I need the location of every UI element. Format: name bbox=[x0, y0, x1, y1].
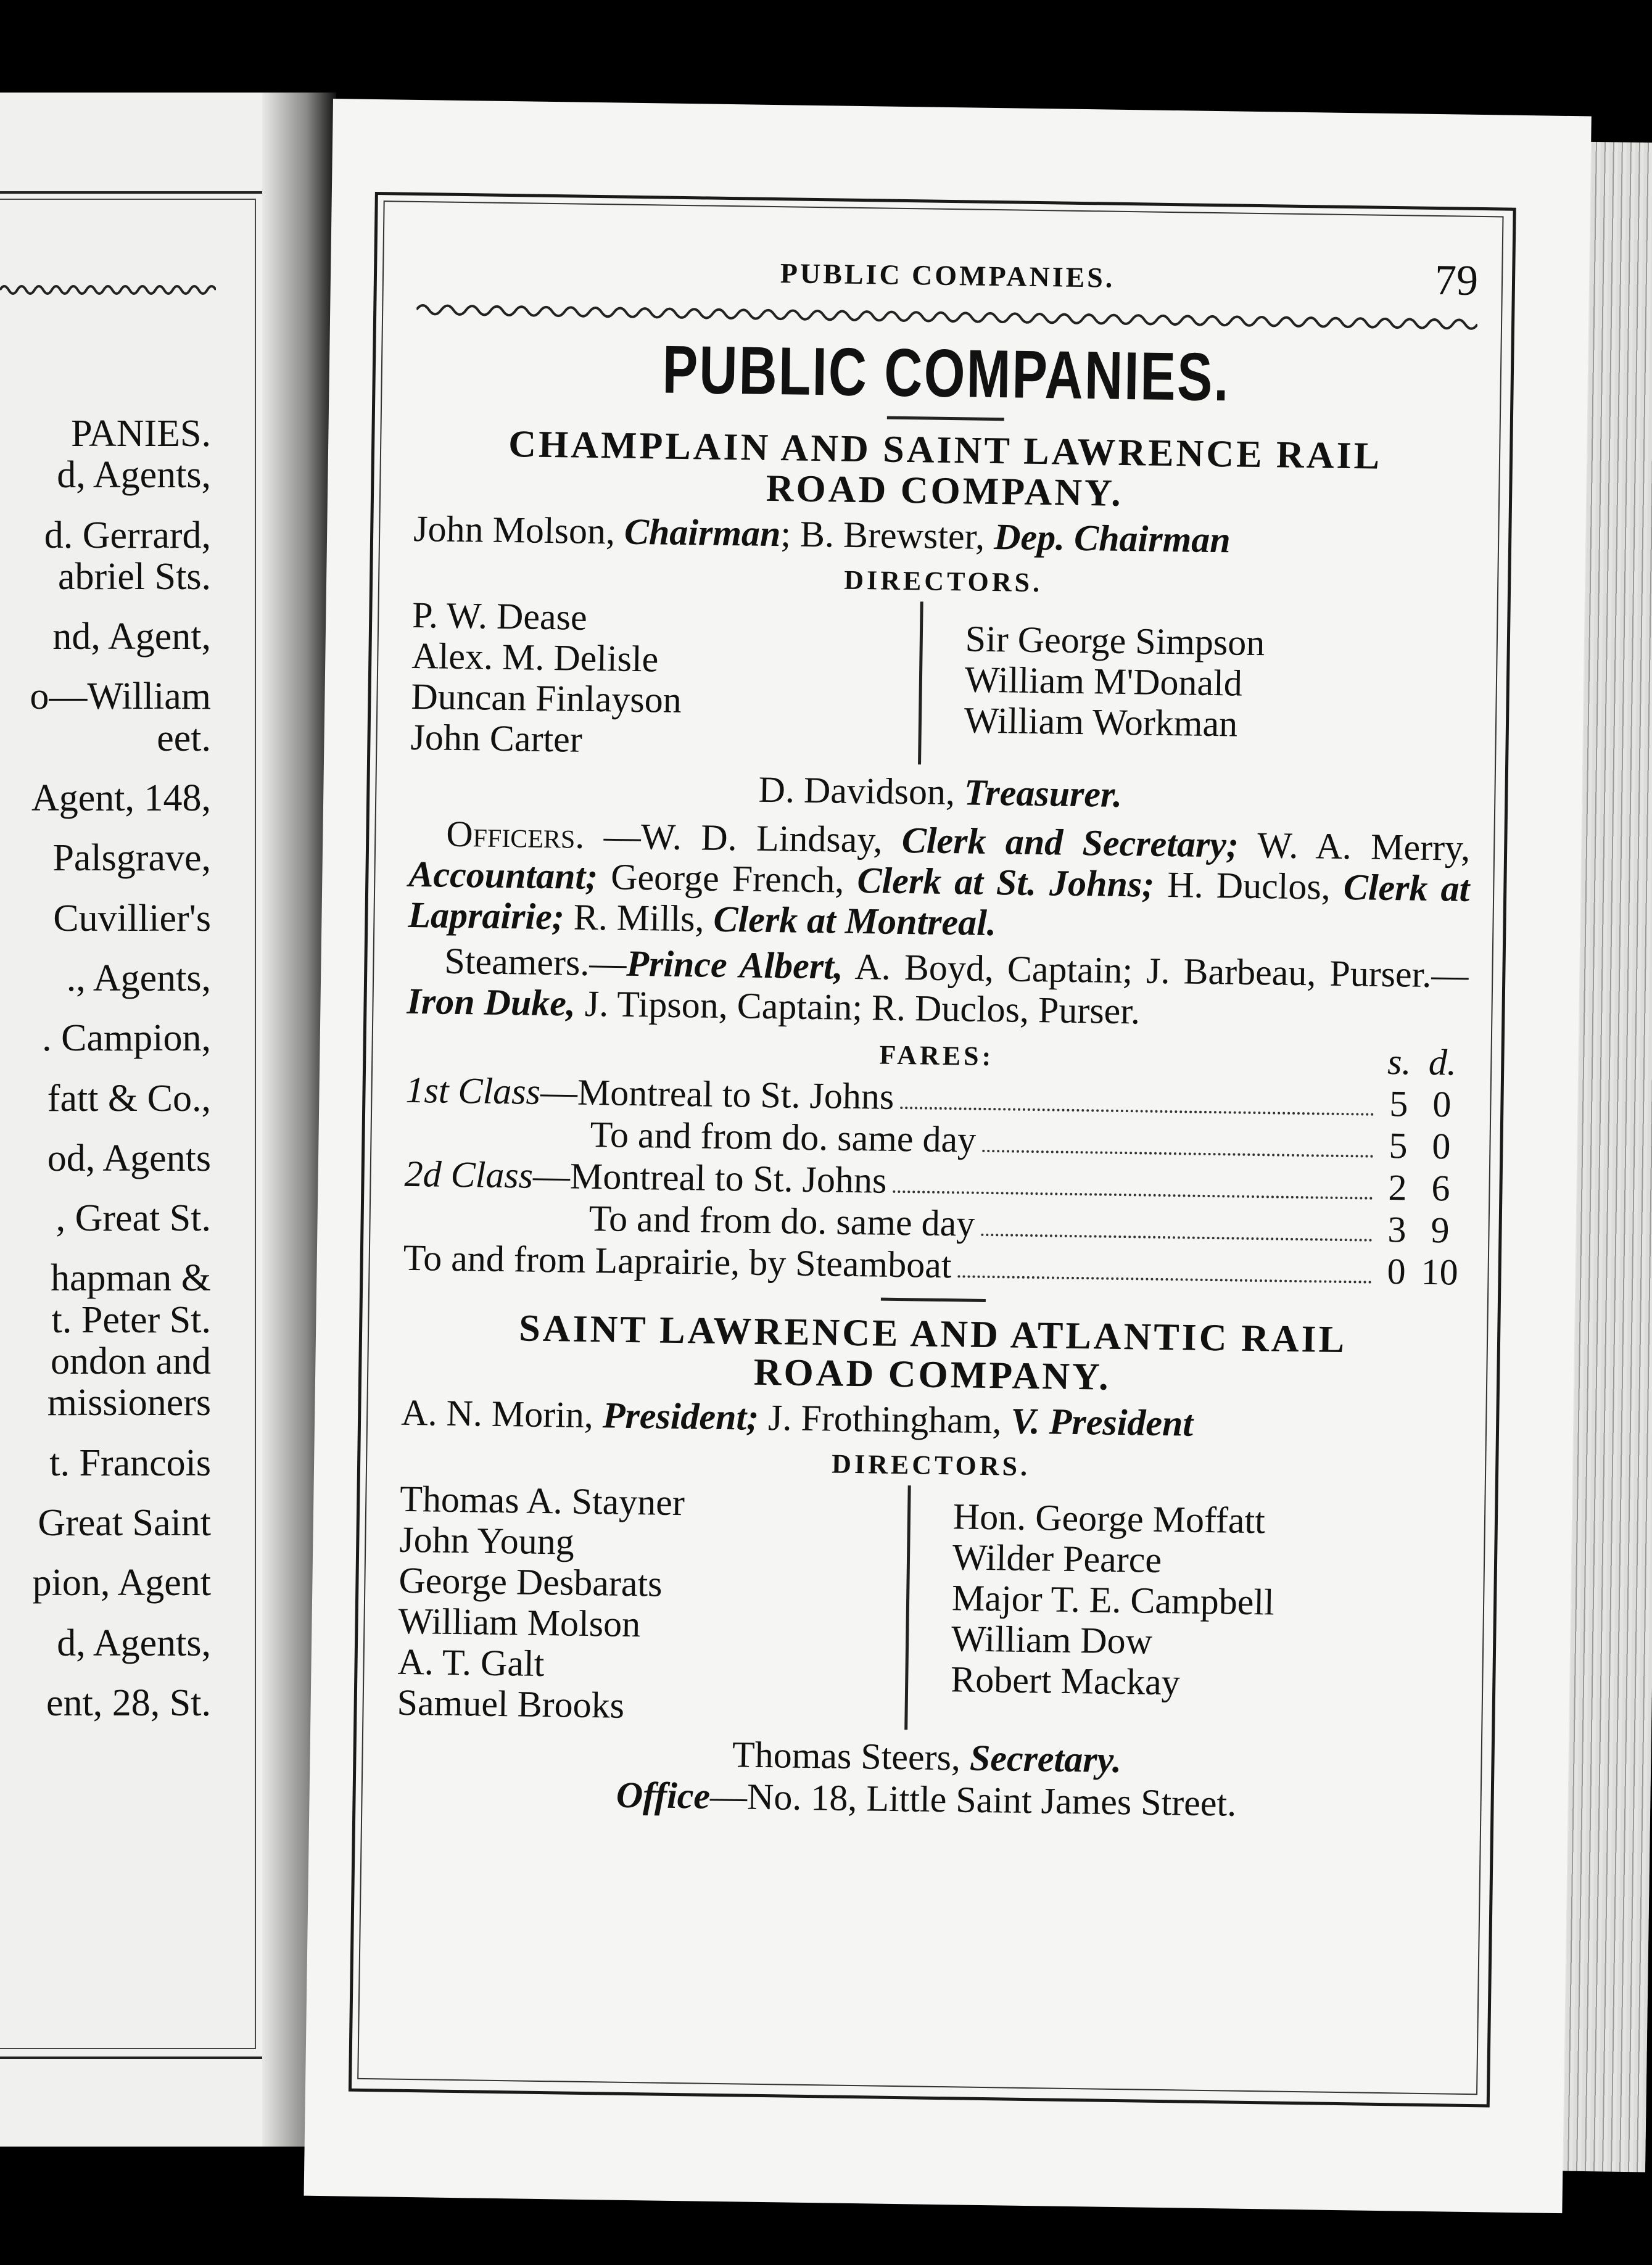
president-name: A. N. Morin, bbox=[400, 1392, 603, 1436]
fare-class: 2d Class bbox=[404, 1153, 534, 1196]
leader-dots bbox=[957, 1275, 1371, 1283]
left-page-text bbox=[30, 413, 211, 1724]
fare-label bbox=[405, 1111, 976, 1161]
treasurer-name: D. Davidson, bbox=[758, 769, 965, 813]
fare-shillings: 2 bbox=[1388, 1167, 1407, 1208]
fare-pence: 6 bbox=[1431, 1168, 1450, 1209]
fare-label bbox=[403, 1237, 952, 1286]
leader-dots bbox=[982, 1150, 1373, 1158]
left-page-line: abriel Sts. bbox=[58, 555, 211, 598]
fare-route: —Montreal to St. Johns bbox=[532, 1155, 887, 1201]
directors-right-column bbox=[918, 601, 1473, 772]
president-title: President; bbox=[602, 1395, 759, 1438]
left-page-line: hapman & bbox=[51, 1257, 211, 1300]
directors-right-column bbox=[904, 1485, 1461, 1737]
left-page-line: ent, 28, St. bbox=[46, 1681, 211, 1724]
separator: ; bbox=[780, 513, 801, 555]
steamers-text: J. Tipson, Captain; R. Duclos, Purser. bbox=[575, 983, 1141, 1032]
left-page-line: d. Gerrard, bbox=[44, 514, 211, 556]
left-page-line: missioners bbox=[47, 1382, 211, 1424]
fare-route: —Montreal to St. Johns bbox=[540, 1071, 894, 1117]
officers-text: H. Duclos, bbox=[1154, 864, 1344, 907]
director-name: John Carter bbox=[410, 716, 583, 760]
directors-list bbox=[397, 1479, 1461, 1738]
officer-role: Clerk at St. Johns; bbox=[857, 859, 1155, 905]
vp-name: J. Frothingham, bbox=[758, 1397, 1011, 1442]
left-wave-ornament bbox=[0, 278, 216, 302]
dep-chairman-name: B. Brewster, bbox=[799, 513, 994, 558]
left-page-line: nd, Agent, bbox=[52, 616, 211, 658]
page-number: 79 bbox=[1434, 256, 1479, 305]
company-name bbox=[402, 1306, 1464, 1403]
directors-left-column bbox=[410, 595, 920, 764]
officers-text: George French, bbox=[597, 856, 857, 901]
steamers-text: Steamers.— bbox=[444, 940, 627, 984]
director-name: William Molson bbox=[398, 1600, 641, 1645]
directors-list bbox=[410, 595, 1474, 772]
left-page-line: eet. bbox=[157, 717, 211, 759]
left-page-line: , Great St. bbox=[56, 1197, 211, 1240]
company-name bbox=[414, 423, 1476, 519]
directors-heading: DIRECTORS. bbox=[843, 564, 1043, 598]
left-page-line: pion, Agent bbox=[32, 1562, 211, 1604]
fare-route: To and from do. same day bbox=[589, 1197, 975, 1244]
officer-role: Clerk at Montreal. bbox=[713, 898, 997, 944]
steamer-name: Iron Duke, bbox=[407, 980, 576, 1024]
company-name-line: ROAD COMPANY. bbox=[753, 1351, 1112, 1398]
main-page bbox=[304, 99, 1592, 2213]
directors-heading: DIRECTORS. bbox=[831, 1448, 1031, 1482]
director-name: Alex. M. Delisle bbox=[411, 635, 659, 680]
director-name: Major T. E. Campbell bbox=[951, 1577, 1275, 1623]
left-page-line: ondon and bbox=[50, 1340, 211, 1383]
shillings-header: s. bbox=[1387, 1041, 1412, 1083]
running-title: PUBLIC COMPANIES. bbox=[780, 257, 1115, 294]
officer-role: Clerk at Laprairie; bbox=[408, 866, 1470, 938]
leader-dots bbox=[893, 1190, 1373, 1200]
treasurer-title: Treasurer. bbox=[964, 772, 1123, 815]
left-page-line: Agent, 148, bbox=[31, 777, 211, 820]
officers-label: Officers. bbox=[445, 813, 585, 856]
fare-label bbox=[403, 1195, 975, 1245]
dep-chairman-title: Dep. Chairman bbox=[993, 516, 1231, 561]
secretary-title: Secretary. bbox=[969, 1737, 1122, 1781]
left-page-line: o—William bbox=[30, 675, 211, 718]
left-page-line: Cuvillier's bbox=[53, 897, 211, 939]
chairman-title: Chairman bbox=[624, 511, 781, 555]
left-page-line: PANIES. bbox=[71, 413, 211, 455]
fare-pence: 0 bbox=[1432, 1126, 1451, 1167]
director-name: Samuel Brooks bbox=[397, 1681, 625, 1726]
director-name: William Dow bbox=[951, 1618, 1153, 1662]
left-page-line: ., Agents, bbox=[66, 957, 211, 999]
directors-left-column bbox=[397, 1479, 908, 1730]
director-name: Thomas A. Stayner bbox=[399, 1478, 685, 1524]
chairman-name: John Molson, bbox=[413, 508, 625, 552]
director-name: P. W. Dease bbox=[411, 594, 588, 638]
pence-header: d. bbox=[1428, 1041, 1457, 1083]
officers-text: —W. D. Lindsay, bbox=[584, 815, 902, 860]
officer-role: Accountant; bbox=[408, 853, 598, 897]
director-name: George Desbarats bbox=[399, 1559, 663, 1604]
steamers-paragraph bbox=[407, 940, 1469, 1036]
steamers-text: A. Boyd, Captain; J. Barbeau, Purser.— bbox=[843, 946, 1469, 996]
fares-heading: FARES: bbox=[879, 1039, 994, 1072]
office-address: —No. 18, Little Saint James Street. bbox=[709, 1775, 1237, 1824]
left-page-line: d, Agents, bbox=[57, 454, 211, 497]
director-name: Duncan Finlayson bbox=[411, 675, 682, 720]
steamer-name: Prince Albert, bbox=[626, 943, 844, 987]
director-name: William Workman bbox=[964, 699, 1238, 745]
fare-route: To and from do. same day bbox=[590, 1113, 977, 1160]
fare-route: To and from Laprairie, by Steamboat bbox=[403, 1237, 952, 1286]
leader-dots bbox=[900, 1107, 1374, 1116]
company-name-line: ROAD COMPANY. bbox=[766, 467, 1124, 514]
fare-shillings: 3 bbox=[1387, 1209, 1407, 1250]
director-name: John Young bbox=[399, 1519, 575, 1562]
page-content bbox=[395, 242, 1478, 1828]
left-page-line: . Campion, bbox=[42, 1017, 211, 1060]
left-page-line: fatt & Co., bbox=[47, 1077, 211, 1120]
fare-class: 1st Class bbox=[405, 1069, 541, 1112]
fare-shillings: 5 bbox=[1389, 1125, 1408, 1166]
fare-pence: 10 bbox=[1421, 1251, 1459, 1293]
company-name-line: SAINT LAWRENCE AND ATLANTIC RAIL bbox=[518, 1307, 1347, 1361]
fare-pence: 0 bbox=[1432, 1084, 1452, 1125]
fare-pence: 9 bbox=[1431, 1210, 1450, 1251]
director-name: Wilder Pearce bbox=[952, 1537, 1162, 1580]
title-rule bbox=[887, 416, 1004, 421]
office-label: Office bbox=[616, 1774, 711, 1817]
director-name: Hon. George Moffatt bbox=[952, 1496, 1266, 1541]
treasurer-line bbox=[410, 764, 1471, 820]
leader-dots bbox=[981, 1234, 1372, 1242]
left-page-line: Great Saint bbox=[38, 1501, 211, 1544]
director-name: Robert Mackay bbox=[950, 1659, 1181, 1703]
fare-label bbox=[404, 1153, 887, 1202]
director-name: William M'Donald bbox=[964, 659, 1243, 704]
secretary-name: Thomas Steers, bbox=[732, 1734, 970, 1778]
fare-label bbox=[405, 1069, 894, 1118]
fare-shillings: 0 bbox=[1387, 1251, 1406, 1292]
page-title: PUBLIC COMPANIES. bbox=[662, 331, 1231, 416]
officers-text: R. Mills, bbox=[564, 896, 714, 939]
left-page-line: od, Agents bbox=[47, 1137, 211, 1179]
director-name: Sir George Simpson bbox=[965, 618, 1265, 664]
left-page-line: Palsgrave, bbox=[52, 837, 211, 880]
vp-title: V. President bbox=[1010, 1400, 1194, 1444]
officers-text: W. A. Merry, bbox=[1238, 824, 1471, 868]
company-name-line: CHAMPLAIN AND SAINT LAWRENCE RAIL bbox=[508, 423, 1382, 477]
left-page-line: t. Francois bbox=[49, 1442, 211, 1484]
fare-shillings: 5 bbox=[1389, 1083, 1408, 1124]
director-name: A. T. Galt bbox=[397, 1641, 545, 1685]
left-page-line: t. Peter St. bbox=[51, 1298, 211, 1341]
officer-role: Clerk and Secretary; bbox=[901, 819, 1239, 865]
section-rule bbox=[881, 1298, 986, 1302]
left-page-line: d, Agents, bbox=[57, 1622, 211, 1664]
officers-paragraph bbox=[408, 813, 1471, 950]
